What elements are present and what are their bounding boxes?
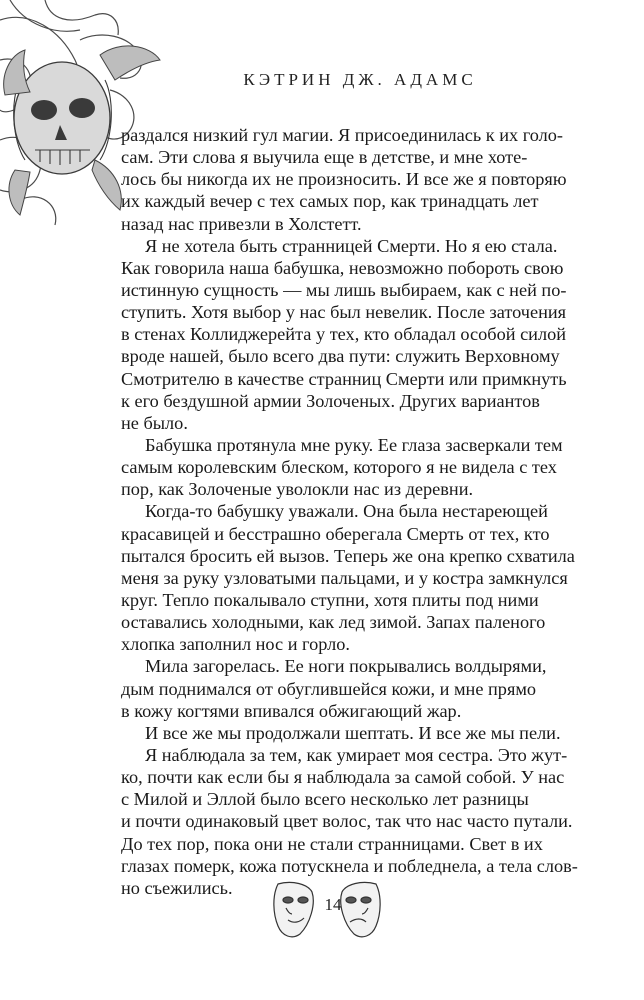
text-line: сам. Эти слова я выучила еще в детстве, и мне хоте- <box>121 147 528 168</box>
text-line: к его бездушной армии Золоченых. Других вариантов <box>121 390 540 411</box>
text-line: меня за руку узловатыми пальцами, и у костра замкнулся <box>121 567 568 588</box>
text-line: истинную сущность — мы лишь выбираем, как с ней по- <box>121 279 567 300</box>
body-text <box>121 124 578 899</box>
text-line: красавицей и бесстрашно оберегала Смерть от тех, кто <box>121 523 550 544</box>
text-line: назад нас привезли в Холстетт. <box>121 213 362 234</box>
text-line: глазах померк, кожа потускнела и побледнела, а тела слов- <box>121 855 578 876</box>
text-line: До тех пор, пока они не стали странницами. Свет в их <box>121 833 543 854</box>
text-line: дым поднимался от обуглившейся кожи, и мне прямо <box>121 678 537 699</box>
text-line: вроде нашей, было всего два пути: служить Верховному <box>121 346 560 367</box>
text-line: самым королевским блеском, которого я не видела с тех <box>121 457 557 478</box>
theatre-mask-icon <box>274 882 313 936</box>
text-line: Бабушка протянула мне руку. Ее глаза засверкали тем <box>145 434 563 455</box>
text-line: не было. <box>121 412 188 433</box>
running-title: КЭТРИН ДЖ. АДАМС <box>243 70 477 89</box>
text-line: и почти одинаковый цвет волос, так что нас часто путали. <box>121 811 573 832</box>
text-line: ступить. Хотя выбор у нас был невелик. После заточения <box>121 302 567 323</box>
text-line: но съежились. <box>121 877 233 898</box>
text-line: Как говорила наша бабушка, невозможно побороть свою <box>121 257 564 278</box>
text-line: в кожу когтями впивался обжигающий жар. <box>121 700 462 721</box>
text-line: хлопка заполнил нос и горло. <box>121 634 350 655</box>
text-line: пор, как Золоченые уволокли нас из деревни. <box>121 479 474 500</box>
text-line: пытался бросить ей вызов. Теперь же она крепко схватила <box>121 545 575 566</box>
text-line: их каждый вечер с тех самых пор, как тринадцать лет <box>121 191 539 212</box>
text-line: Смотрителю в качестве странниц Смерти или примкнуть <box>121 368 567 389</box>
text-line: И все же мы продолжали шептать. И все же мы пели. <box>145 722 561 743</box>
theatre-mask-icon <box>341 882 380 936</box>
text-line: Когда-то бабушку уважали. Она была нестареющей <box>145 501 548 522</box>
text-line: с Милой и Эллой было всего несколько лет разницы <box>121 789 529 810</box>
text-line: лось бы никогда их не произносить. И все же я повторяю <box>121 169 567 190</box>
text-line: раздался низкий гул магии. Я присоединилась к их голо- <box>121 125 564 145</box>
text-line: Я наблюдала за тем, как умирает моя сестра. Это жут- <box>145 744 568 765</box>
text-line: в стенах Коллиджерейта у тех, кто обладал особой силой <box>121 324 567 345</box>
text-line: круг. Тепло покалывало ступни, хотя плиты под ними <box>121 589 539 610</box>
text-line: Я не хотела быть странницей Смерти. Но я ею стала. <box>145 235 558 256</box>
text-line: Мила загорелась. Ее ноги покрывались волдырями, <box>145 656 547 677</box>
page-number: 14 <box>324 895 342 914</box>
text-line: ко, почти как если бы я наблюдала за самой собой. У нас <box>121 767 565 788</box>
text-line: оставались холодными, как лед зимой. Запах паленого <box>121 612 546 633</box>
